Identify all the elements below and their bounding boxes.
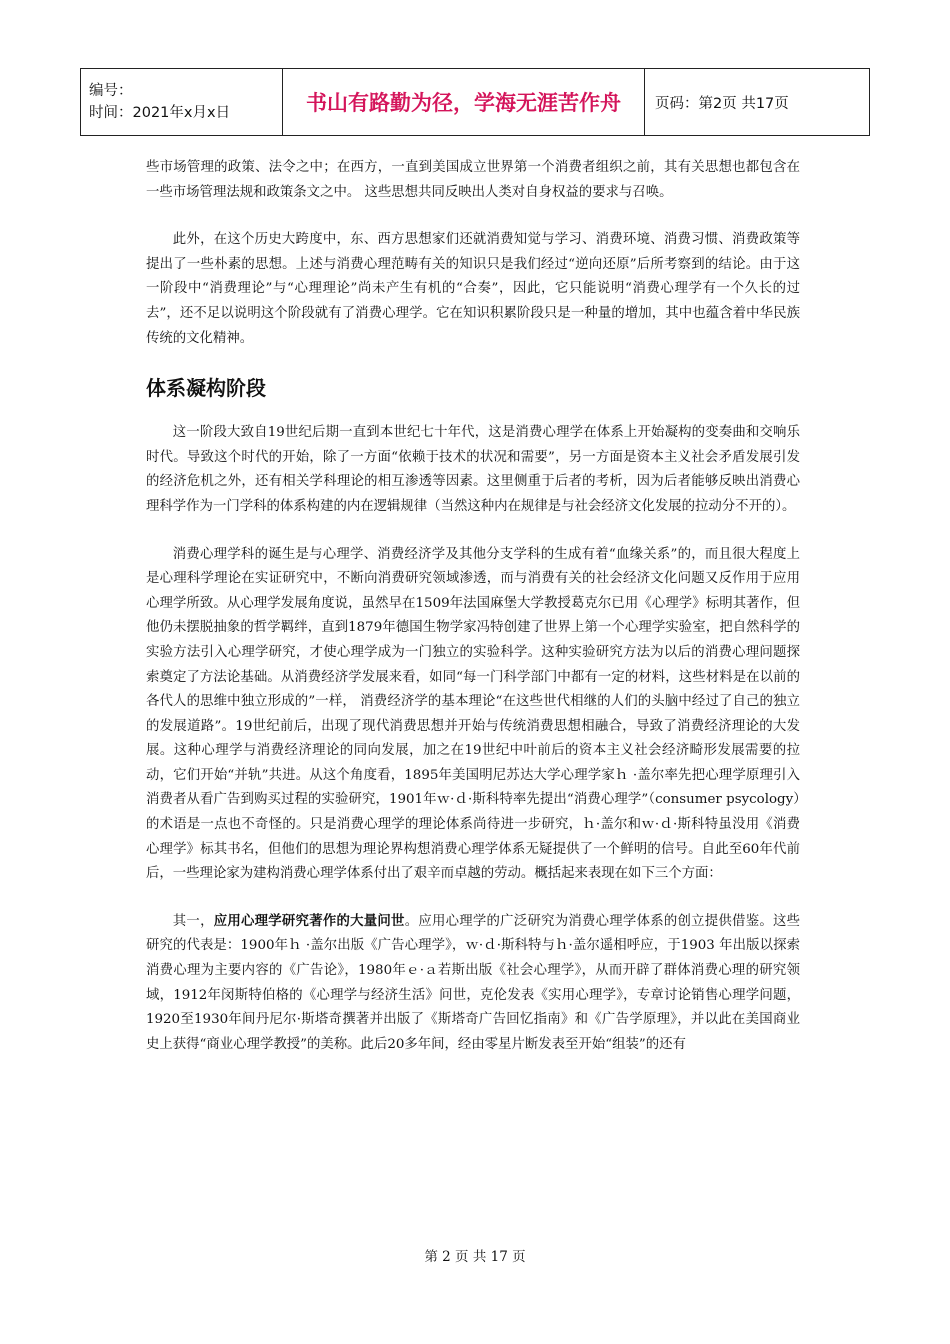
header-page-info (645, 69, 869, 135)
page-header (80, 68, 870, 136)
date-label: 时间：2021年x月x日 (89, 105, 231, 121)
document-body (146, 156, 800, 1057)
number-label: 编号： (89, 83, 133, 99)
paragraph-5 (146, 910, 800, 1058)
paragraph-5-lead: 其一， (172, 913, 214, 929)
paragraph-2: 此外，在这个历史大跨度中，东、西方思想家们还就消费知觉与学习、消费环境、消费习惯、消费政策等提出了一些朴素的思想。上述与消费心理范畴有关的知识只是我们经过“逆向还原”后所考察到的结论。由于这一阶段中“消费理论”与“心理理论”尚未产生有机的“合奏”，因此，它只能说明“消费心理学有一个久长的过去”，还不足以说明这个阶段就有了消费心理学。它在知识积累阶段只是一种量的增加，其中也蕴含着中华民族传统的文化精神。 (146, 232, 800, 346)
section-heading: 体系凝构阶段 (146, 376, 266, 401)
paragraph-1: 些市场管理的政策、法令之中；在西方，一直到美国成立世界第一个消费者组织之前，其有关思想也都包含在一些市场管理法规和政策条文之中。 这些思想共同反映出人类对自身权益的要求与召唤。 (146, 160, 800, 200)
motto-text: 书山有路勤为径，学海无涯苦作舟 (306, 91, 621, 115)
paragraph-5-bold: 应用心理学研究著作的大量问世 (213, 913, 405, 929)
header-meta (81, 69, 283, 135)
page-footer: 第 2 页 共 17 页 (424, 1249, 526, 1265)
header-motto (283, 69, 645, 135)
paragraph-5-rest: 。应用心理学的广泛研究为消费心理学体系的创立提供借鉴。这些研究的代表是：1900年ｈ ·盖尔出版《广告心理学》，ｗ·ｄ·斯科特与ｈ·盖尔遥相呼应，于1903 年出版以探索消费心理为主要内容的《广告论》，1980年ｅ·ａ若斯出版《社会心理学》，从而开辟了群体消费心理的研究领域，1912年闵斯特伯格的《心理学与经济生活》问世，克伦发表《实用心理学》，专章讨论销售心理学问题，1920至1930年间丹尼尔·斯塔奇撰著并出版了《斯塔奇广告回忆指南》和《广告学原理》，并以此在美国商业史上获得“商业心理学教授”的美称。此后20多年间，经由零星片断发表至开始“组装”的还有 (146, 913, 801, 1052)
paragraph-3: 这一阶段大致自19世纪后期一直到本世纪七十年代，这是消费心理学在体系上开始凝构的变奏曲和交响乐时代。导致这个时代的开始，除了一方面“依赖于技术的状况和需要”，另一方面是资本主义社会矛盾发展引发的经济危机之外，还有相关学科理论的相互渗透等因素。这里侧重于后者的考析，因为后者能够反映出消费心理科学作为一门学科的体系构建的内在逻辑规律（当然这种内在规律是与社会经济文化发展的拉动分不开的）。 (146, 425, 800, 514)
paragraph-4: 消费心理学科的诞生是与心理学、消费经济学及其他分支学科的生成有着“血缘关系”的，而且很大程度上是心理科学理论在实证研究中，不断向消费研究领域渗透，而与消费有关的社会经济文化问题又反作用于应用心理学所致。从心理学发展角度说，虽然早在1509年法国麻堡大学教授葛克尔已用《心理学》标明其著作，但他仍未摆脱抽象的哲学羁绊，直到1879年德国生物学家冯特创建了世界上第一个心理学实验室，把自然科学的实验方法引入心理学研究，才使心理学成为一门独立的实验科学。这种实验研究方法为以后的消费心理问题探索奠定了方法论基础。从消费经济学发展来看，如同“每一门科学部门中都有一定的材料，这些材料是在以前的各代人的思维中独立形成的”一样， 消费经济学的基本理论“在这些世代相继的人们的头脑中经过了自己的独立的发展道路”。19世纪前后，出现了现代消费思想并开始与传统消费思想相融合，导致了消费经济理论的大发展。这种心理学与消费经济理论的同向发展，加之在19世纪中叶前后的资本主义社会经济畸形发展需要的拉动，它们开始“并轨”共进。从这个角度看，1895年美国明尼苏达大学心理学家ｈ ·盖尔率先把心理学原理引入消费者从看广告到购买过程的实验研究，1901年ｗ·ｄ·斯科特率先提出“消费心理学”（consumer psycology）的术语是一点也不奇怪的。只是消费心理学的理论体系尚待进一步研究，ｈ·盖尔和ｗ·ｄ·斯科特虽没用《消费心理学》标其书名，但他们的思想为理论界构想消费心理学体系无疑提供了一个鲜明的信号。自此至60年代前后，一些理论家为建构消费心理学体系付出了艰辛而卓越的劳动。概括起来表现在如下三个方面： (146, 546, 800, 882)
page-label: 页码：第2页 共17页 (655, 95, 789, 112)
